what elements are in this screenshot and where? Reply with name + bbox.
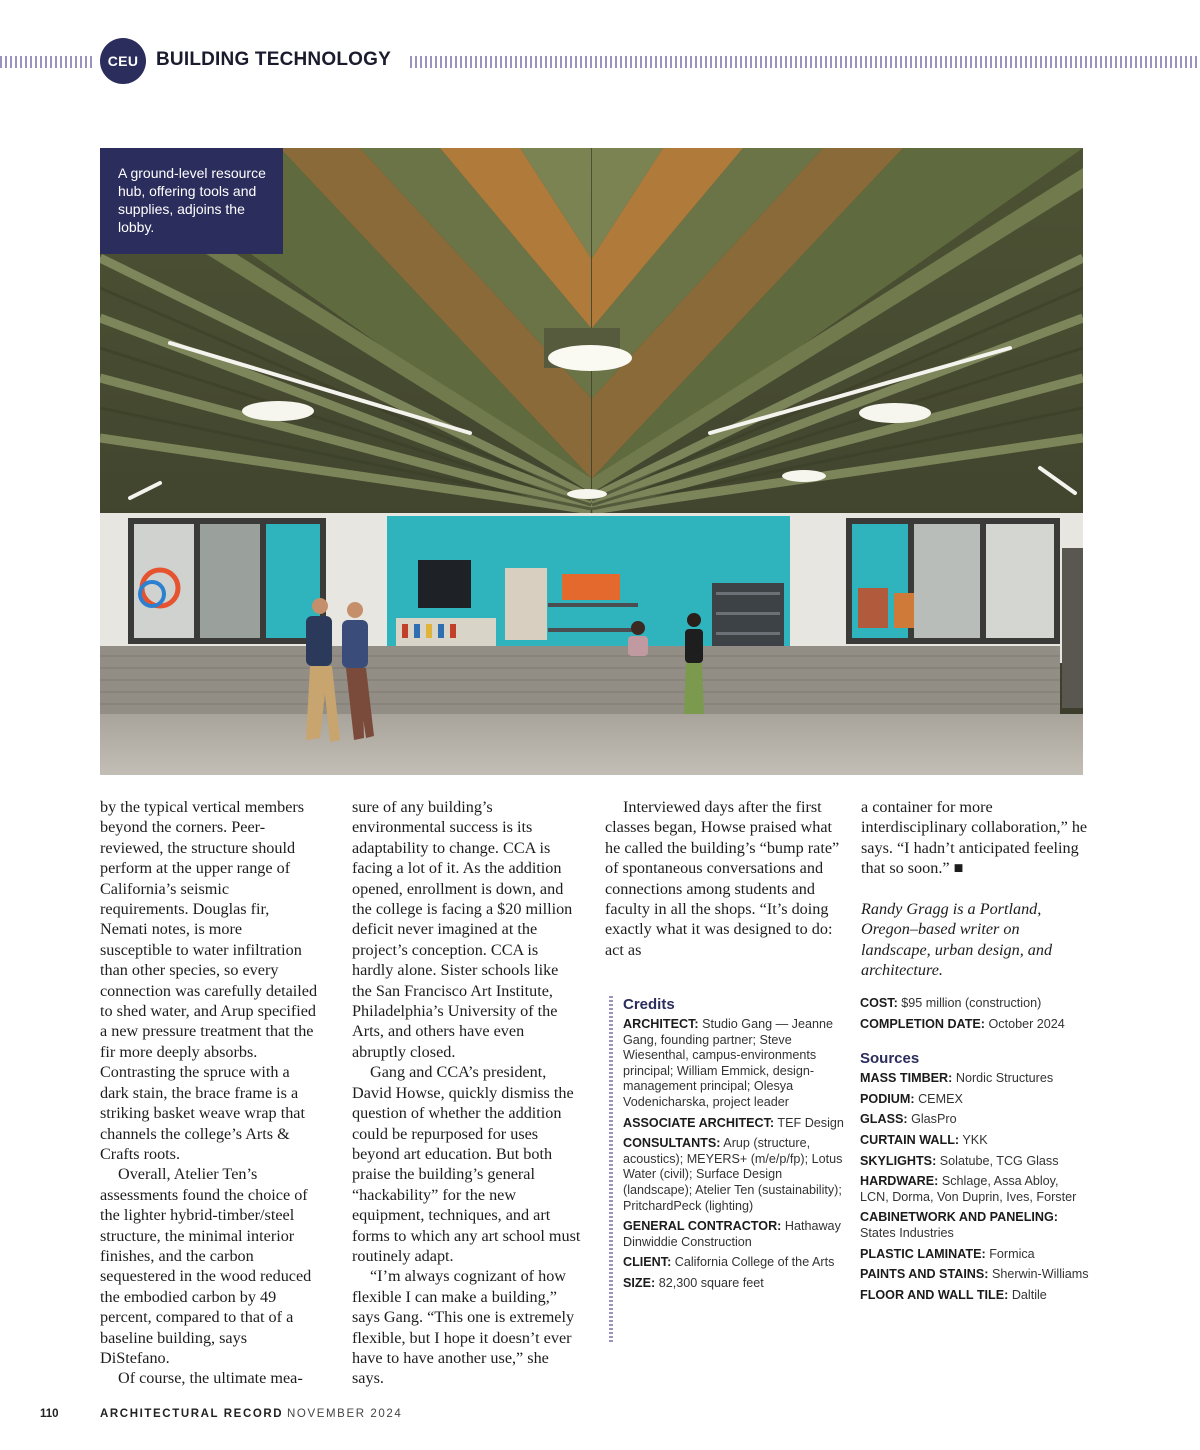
credit-entry bbox=[623, 1219, 845, 1250]
credit-label: SIZE: bbox=[623, 1275, 656, 1290]
body-paragraph: sure of any building’s environmental success is its adaptability to change. CCA is facing a lot of it. As the addition opened, enrollment is down, and the college is facing a $20 million deficit never imagined at the project’s conception. CCA is hardly alone. Sister schools like the San Francisco Art Institute, Philadelphia’s University of the Arts, and others have even abruptly closed. bbox=[352, 798, 573, 1061]
right-windows bbox=[846, 518, 1060, 644]
credit-label: SKYLIGHTS: bbox=[860, 1153, 937, 1168]
body-column-1 bbox=[100, 797, 318, 1389]
credit-label: CLIENT: bbox=[623, 1255, 672, 1270]
body-paragraph: Interviewed days after the first classes began, Howse praised what he called the building’s “bump rate” of spontaneous conversations and connections among students and faculty in all the shops. “It’s doing exactly what it was designed to do: act as bbox=[605, 798, 840, 959]
ceu-badge-label: CEU bbox=[107, 53, 139, 69]
credit-value: Hathaway Dinwiddie Construction bbox=[623, 1219, 841, 1249]
magazine-name: ARCHITECTURAL RECORD bbox=[100, 1408, 284, 1420]
body-paragraph: a container for more interdisciplinary collaboration,” he says. “I hadn’t anticipated feeling that so soon.” ■ bbox=[861, 798, 1088, 878]
page-number: 110 bbox=[40, 1408, 59, 1420]
credit-label: PAINTS AND STAINS: bbox=[860, 1267, 989, 1282]
credit-value: Nordic Structures bbox=[955, 1071, 1054, 1086]
header-rule-left bbox=[0, 56, 92, 68]
body-paragraph: Overall, Atelier Ten’s assessments found the choice of the lighter hybrid-timber/steel structure, the minimal interior finishes, and the carbon sequestered in the wood reduced the embodied carbon by 49 percent, compared to that of a baseline building, says DiStefano. bbox=[100, 1165, 312, 1367]
credit-entry bbox=[860, 1210, 1090, 1241]
credit-value: Solatube, TCG Glass bbox=[939, 1153, 1059, 1168]
credits-panel bbox=[605, 996, 845, 1344]
credit-entry bbox=[623, 1017, 845, 1111]
credit-label: COST: bbox=[860, 996, 898, 1010]
credit-value: Schlage, Assa Abloy, LCN, Dorma, Von Duprin, Ives, Forster bbox=[860, 1174, 1077, 1204]
credit-entry bbox=[860, 1288, 1090, 1304]
credit-entry bbox=[860, 996, 1090, 1012]
credit-label: GLASS: bbox=[860, 1112, 908, 1127]
credit-entry bbox=[860, 1267, 1090, 1283]
credit-entry bbox=[623, 1255, 845, 1271]
body-paragraph: by the typical vertical members beyond the corners. Peer-reviewed, the structure should perform at the upper range of California’s seismic requirements. Douglas fir, Nemati notes, is more susceptible to water infiltration than other species, so every connection was carefully detailed to shed water, and Arup specified a new pressure treatment that the fir more deeply absorbs. Contrasting the spruce with a dark stain, the brace frame is a striking basket weave wrap that channels the college’s Arts & Crafts roots. bbox=[100, 798, 318, 1163]
ceu-badge bbox=[100, 38, 146, 84]
issue-date: NOVEMBER 2024 bbox=[287, 1408, 403, 1420]
credits-list bbox=[623, 1017, 845, 1292]
left-windows bbox=[128, 518, 326, 644]
credit-label: CURTAIN WALL: bbox=[860, 1132, 960, 1147]
credit-value: 82,300 square feet bbox=[658, 1275, 764, 1290]
credit-entry bbox=[860, 1071, 1090, 1087]
credit-label: PLASTIC LAMINATE: bbox=[860, 1246, 986, 1261]
credit-label: GENERAL CONTRACTOR: bbox=[623, 1219, 782, 1234]
credit-value: TEF Design bbox=[777, 1115, 844, 1130]
credit-entry bbox=[860, 1154, 1090, 1170]
resource-hub-counter bbox=[387, 516, 790, 656]
project-info-list bbox=[860, 996, 1090, 1032]
credit-value: California College of the Arts bbox=[674, 1255, 835, 1270]
credit-value: $95 million (construction) bbox=[901, 996, 1042, 1010]
body-column-2 bbox=[352, 797, 582, 1389]
credit-label: ARCHITECT: bbox=[623, 1017, 699, 1031]
credit-value: Studio Gang — Jeanne Gang, founding partner; Steve Wiesenthal, campus-environments principal; William Emmick, design-management principal; Olesya Vodenicharska, project leader bbox=[623, 1017, 833, 1109]
credit-entry bbox=[860, 1112, 1090, 1128]
credit-label: MASS TIMBER: bbox=[860, 1071, 953, 1086]
credit-value: GlasPro bbox=[911, 1112, 957, 1127]
credit-label: CABINETWORK AND PANELING: bbox=[860, 1210, 1058, 1225]
hero-photo bbox=[100, 148, 1083, 775]
credit-value: October 2024 bbox=[988, 1016, 1065, 1031]
credit-label: HARDWARE: bbox=[860, 1174, 939, 1189]
body-paragraph: Of course, the ultimate mea- bbox=[118, 1369, 303, 1388]
author-bio: Randy Gragg is a Portland, Oregon–based writer on landscape, urban design, and architecture. bbox=[861, 900, 1053, 980]
body-paragraph: Gang and CCA’s president, David Howse, quickly dismiss the question of whether the addition could be repurposed for uses beyond art education. But both praise the building’s general “hackability” for the new equipment, techniques, and art forms to which any art school must routinely adapt. bbox=[352, 1063, 581, 1265]
credit-value: Arup (structure, acoustics); MEYERS+ (m/e/p/fp); Lotus Water (civil); Surface Design (landscape); Atelier Ten (sustainability); PritchardPeck (lighting) bbox=[623, 1136, 843, 1213]
credit-value: States Industries bbox=[860, 1225, 954, 1240]
credit-value: CEMEX bbox=[918, 1091, 963, 1106]
body-column-4 bbox=[861, 797, 1091, 879]
credit-label: PODIUM: bbox=[860, 1091, 915, 1106]
credit-entry bbox=[623, 1116, 845, 1132]
credit-value: Formica bbox=[989, 1246, 1035, 1261]
credit-label: ASSOCIATE ARCHITECT: bbox=[623, 1115, 775, 1130]
credit-entry bbox=[860, 1247, 1090, 1263]
section-title: BUILDING TECHNOLOGY bbox=[156, 49, 391, 70]
header-rule-right bbox=[410, 56, 1200, 68]
credit-entry bbox=[860, 1017, 1090, 1033]
body-paragraph: “I’m always cognizant of how flexible I can make a building,” says Gang. “This one is extremely flexible, but I hope it doesn’t ever have to have another use,” she says. bbox=[352, 1267, 575, 1388]
credit-label: FLOOR AND WALL TILE: bbox=[860, 1287, 1009, 1302]
sources-heading: Sources bbox=[860, 1050, 920, 1068]
credits-heading: Credits bbox=[623, 996, 675, 1013]
credit-entry bbox=[860, 1133, 1090, 1149]
credit-value: YKK bbox=[962, 1132, 988, 1147]
photo-caption: A ground-level resource hub, offering tools and supplies, adjoins the lobby. bbox=[100, 148, 283, 254]
sources-panel bbox=[860, 996, 1090, 1308]
credit-value: Sherwin-Williams bbox=[992, 1267, 1089, 1282]
credit-entry bbox=[623, 1276, 845, 1292]
credit-label: COMPLETION DATE: bbox=[860, 1016, 985, 1031]
credit-entry bbox=[860, 1092, 1090, 1108]
credit-label: CONSULTANTS: bbox=[623, 1136, 721, 1151]
credit-value: Daltile bbox=[1011, 1287, 1047, 1302]
body-column-3 bbox=[605, 797, 840, 960]
sources-list bbox=[860, 1071, 1090, 1303]
credit-entry bbox=[860, 1174, 1090, 1205]
credit-entry bbox=[623, 1136, 845, 1214]
